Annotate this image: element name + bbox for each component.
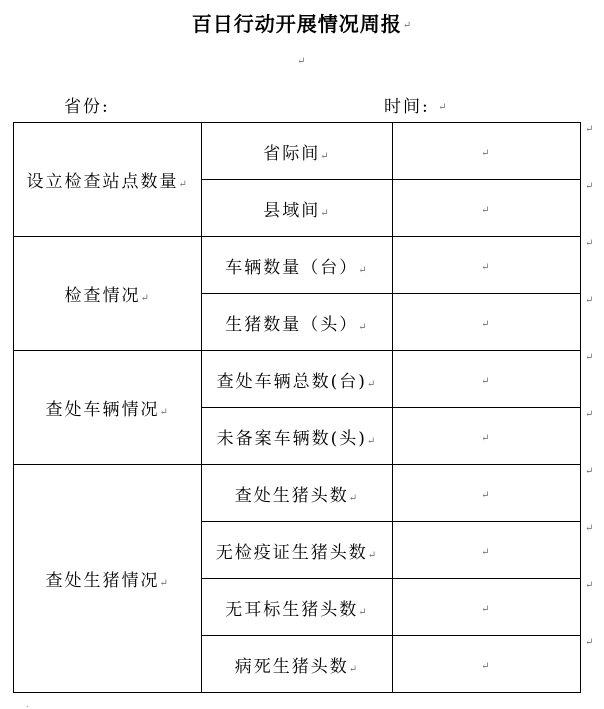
category-label: 查处生猪情况 [45, 571, 160, 591]
category-cell [14, 123, 202, 237]
time-label-text: 时间: [384, 97, 430, 117]
row-end-mark-icon: ↵ [585, 523, 594, 534]
item-cell [202, 522, 392, 579]
value-cell[interactable] [392, 180, 580, 237]
row-end-mark-icon: ↵ [585, 124, 594, 135]
report-table [13, 122, 581, 693]
paragraph-mark-icon: ↵ [481, 262, 492, 273]
paragraph-mark-icon: ↵ [481, 376, 492, 387]
item-cell [202, 294, 392, 351]
value-cell[interactable] [392, 294, 580, 351]
paragraph-mark-icon: ↵ [159, 578, 170, 589]
value-cell[interactable] [392, 522, 580, 579]
report-title [0, 8, 604, 37]
item-label: 无检疫证生猪头数 [215, 542, 368, 563]
item-label: 无耳标生猪头数 [225, 599, 359, 620]
category-label: 设立检查站点数量 [26, 172, 179, 192]
paragraph-mark-icon: ↵ [481, 148, 492, 159]
paragraph-mark-icon: ↵ [358, 606, 369, 618]
table-row [14, 465, 581, 522]
province-label-text: 省份: [64, 97, 110, 117]
paragraph-mark-icon: ↵ [366, 378, 378, 390]
paragraph-mark-icon: ↵ [367, 549, 379, 561]
row-end-mark-icon: ↵ [585, 637, 594, 648]
item-cell [202, 408, 392, 465]
item-cell [202, 180, 392, 237]
paragraph-mark-icon: ↵ [178, 179, 189, 190]
item-label: 病死生猪头数 [234, 656, 349, 677]
value-cell[interactable] [392, 123, 580, 180]
row-end-mark-icon: ↵ [585, 466, 594, 477]
row-end-mark-icon: ↵ [585, 580, 594, 591]
value-cell[interactable] [392, 408, 580, 465]
row-end-mark-icon: ↵ [585, 409, 594, 420]
paragraph-mark-icon: ↵ [481, 604, 492, 615]
value-cell[interactable] [392, 351, 580, 408]
item-label: 生猪数量（头） [225, 314, 359, 335]
paragraph-mark-icon: ↵ [159, 407, 170, 418]
row-end-mark-icon: ↵ [585, 238, 594, 249]
paragraph-mark-icon: ↵ [402, 20, 413, 31]
empty-paragraph-mark-icon: ↵ [297, 56, 306, 67]
category-cell [14, 237, 202, 351]
row-end-mark-icon: ↵ [585, 352, 594, 363]
item-cell [202, 123, 392, 180]
paragraph-mark-icon: ↵ [481, 433, 492, 444]
paragraph-mark-icon: ↵ [348, 492, 360, 504]
value-cell[interactable] [392, 465, 580, 522]
item-cell [202, 351, 392, 408]
paragraph-mark-icon: ↵ [438, 102, 449, 113]
table-row [14, 351, 581, 408]
paragraph-mark-icon: ↵ [481, 661, 492, 672]
row-end-mark-icon: ↵ [585, 181, 594, 192]
paragraph-mark-icon: ↵ [366, 435, 378, 447]
item-label: 查处生猪头数 [234, 485, 349, 506]
value-cell[interactable] [392, 579, 580, 636]
item-cell [202, 237, 392, 294]
category-cell [14, 351, 202, 465]
table-row [14, 237, 581, 294]
end-of-document-mark: . [26, 700, 29, 709]
row-end-mark-icon: ↵ [585, 295, 594, 306]
item-label: 未备案车辆数(头) [216, 428, 367, 449]
province-label [64, 92, 110, 117]
item-label: 查处车辆总数(台) [216, 371, 367, 392]
paragraph-mark-icon: ↵ [348, 663, 360, 675]
value-cell[interactable] [392, 237, 580, 294]
report-table-body [14, 123, 581, 693]
item-label: 县域间 [263, 200, 321, 221]
item-cell [202, 636, 392, 693]
category-label: 查处车辆情况 [45, 400, 160, 420]
table-row [14, 123, 581, 180]
paragraph-mark-icon: ↵ [358, 321, 369, 333]
time-label [384, 92, 449, 117]
paragraph-mark-icon: ↵ [358, 264, 369, 276]
report-title-text: 百日行动开展情况周报 [191, 12, 402, 36]
item-label: 省际间 [263, 143, 321, 164]
item-label: 车辆数量（台） [225, 257, 359, 278]
paragraph-mark-icon: ↵ [320, 207, 331, 219]
category-cell [14, 465, 202, 693]
paragraph-mark-icon: ↵ [481, 490, 492, 501]
category-label: 检查情况 [64, 286, 141, 306]
value-cell[interactable] [392, 636, 580, 693]
paragraph-mark-icon: ↵ [481, 319, 492, 330]
paragraph-mark-icon: ↵ [481, 547, 492, 558]
paragraph-mark-icon: ↵ [140, 293, 151, 304]
item-cell [202, 579, 392, 636]
item-cell [202, 465, 392, 522]
paragraph-mark-icon: ↵ [320, 150, 331, 162]
paragraph-mark-icon: ↵ [481, 205, 492, 216]
